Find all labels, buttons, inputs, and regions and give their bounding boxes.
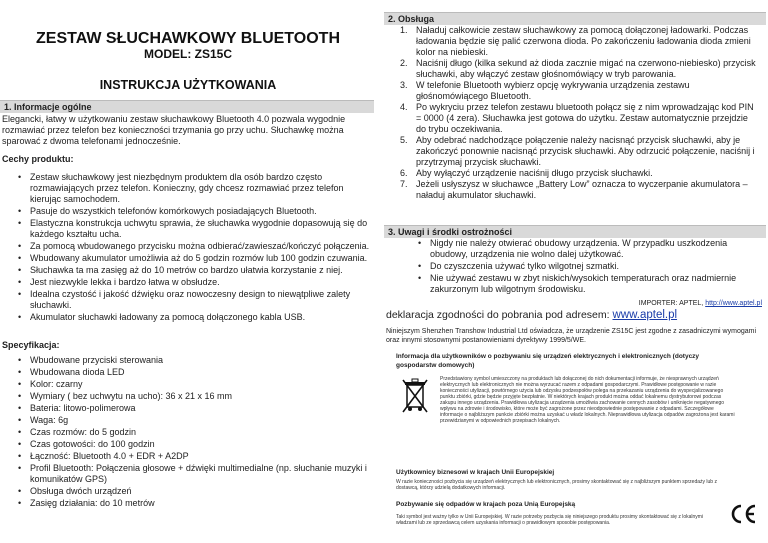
operation-list: [384, 25, 766, 201]
step-number: 1.: [400, 25, 408, 35]
spec-item: • Wbudowana dioda LED: [30, 367, 370, 378]
feature-item: • Idealna czystość i jakość dźwięku oraz nowoczesny design to niewątpliwe zalety słuchawki.: [30, 289, 370, 311]
spec-list: [0, 355, 370, 510]
step-text: Naładuj całkowicie zestaw słuchawkowy za pomocą dołączonej ładowarki. Podczas ładowania będzie się palić czerwona dioda. Po zakończeniu ładowania dioda zmieni kolor na niebieski.: [416, 25, 751, 57]
model-label: MODEL: ZS15C: [143, 47, 232, 61]
step-number: 2.: [400, 58, 408, 68]
feature-item: • Jest niezwykle lekka i bardzo łatwa w obsłudze.: [30, 277, 370, 288]
operation-heading: 2. Obsługa: [384, 12, 766, 25]
feature-item: • Wbudowany akumulator umożliwia aż do 5 godzin rozmów lub 100 godzin czuwania.: [30, 253, 370, 264]
operation-step: [400, 135, 756, 168]
weee-heading: Informacja dla użytkowników o pozbywaniu się urządzeń elektrycznych i elektronicznych (dotyczy gospodarstw domowych): [396, 353, 700, 369]
spec-item: • Kolor: czarny: [30, 379, 370, 390]
step-text: Jeżeli usłyszysz w słuchawce „Battery Low” oznacza to wyczerpanie akumulatora – naładuj akumulator słuchawki.: [416, 179, 748, 200]
spec-item: • Obsługa dwóch urządzeń: [30, 486, 370, 497]
importer-link[interactable]: http://www.aptel.pl: [705, 300, 762, 307]
step-text: Naciśnij długo (kilka sekund aż dioda zacznie migać na czerwono-niebiesko) przycisk słuchawki, aby włączyć zestaw głośnomówiący w tryb parowania.: [416, 58, 756, 79]
operation-step: [400, 25, 756, 58]
feature-item: • Zestaw słuchawkowy jest niezbędnym produktem dla osób bardzo często rozmawiających przez telefon. Konieczny, gdy chcesz rozmawiać przez telefon kierując samochodem.: [30, 172, 370, 205]
weee-section: [396, 352, 736, 424]
spec-item: • Bateria: litowo-polimerowa: [30, 403, 370, 414]
step-number: 3.: [400, 80, 408, 90]
spec-item: • Waga: 6g: [30, 415, 370, 426]
step-text: Po wykryciu przez telefon zestawu bluetooth połącz się z nim wprowadzając kod PIN = 0000 (4 zera). Słuchawka jest gotowa do użytku. Zestaw automatycznie przejdzie do trybu oczekiwania.: [416, 102, 754, 134]
importer-label: IMPORTER: APTEL,: [638, 300, 704, 307]
declaration-line: [386, 309, 677, 321]
feature-item: • Pasuje do wszystkich telefonów komórkowych posiadających Bluetooth.: [30, 206, 370, 217]
operation-step: [400, 80, 756, 102]
general-heading: 1. Informacje ogólne: [0, 100, 374, 113]
features-list: [0, 172, 370, 324]
step-text: Aby odebrać nadchodzące połączenie należy nacisnąć przycisk słuchawki, aby je zakończyć ponownie nacisnąć przycisk słuchawki. Aby odrzucić połączenie, naciśnij i przytrzymaj przycisk słuchawki.: [416, 135, 755, 167]
spec-item: • Czas gotowości: do 100 godzin: [30, 439, 370, 450]
general-section: [0, 100, 374, 147]
operation-step: [400, 102, 756, 135]
spec-heading: Specyfikacja:: [2, 340, 60, 350]
weee-bin-icon: [400, 376, 430, 416]
care-item: • Do czyszczenia używać tylko wilgotnej szmatki.: [430, 261, 756, 272]
eu-heading: Użytkownicy biznesowi w krajach Unii Europejskiej: [396, 469, 555, 476]
step-text: W telefonie Bluetooth wybierz opcję wykrywania urządzenia zestawu głośnomówiącego Bluetooth.: [416, 80, 690, 101]
features-heading: Cechy produktu:: [2, 154, 74, 164]
step-number: 5.: [400, 135, 408, 145]
care-item: • Nigdy nie należy otwierać obudowy urządzenia. W przypadku uszkodzenia obudowy, urządzenia nie wolno dalej użytkować.: [430, 238, 756, 260]
document-title: ZESTAW SŁUCHAWKOWY BLUETOOTH: [36, 30, 340, 47]
weee-text: Przedstawiony symbol umieszczony na produktach lub dołączonej do nich dokumentacji informuje, że niesprawnych urządzeń elektrycznych lub elektronicznych nie można wyrzucać razem z odpadami gospodarczymi. Prawidłowe postępowanie w razie konieczności utylizacji, powtórnego użycia lub odzysku podzespołów polega na przekazaniu urządzenia do wyspecjalizowanego punktu zbiórki, gdzie będzie przyjęte bezpłatnie. W niektórych krajach produkt można oddać lokalnemu dystrybutorowi podczas zakupu innego urządzenia. Prawidłowa utylizacja urządzenia umożliwia zachowanie cennych zasobów i uniknięcie negatywnego wpływu na zdrowie i środowisko, które może być zagrożone przez nieodpowiednie postępowanie z odpadami. Szczegółowe informacje o najbliższym punkcie zbiórki można uzyskać u władz lokalnych. Nieprawidłowa utylizacja odpadów zagrożona jest karami przewidzianymi w odpowiednich przepisach lokalnych.: [440, 376, 735, 424]
spec-item: • Czas rozmów: do 5 godzin: [30, 427, 370, 438]
step-text: Aby wyłączyć urządzenie naciśnij długo przycisk słuchawki.: [416, 168, 653, 178]
importer-line: [639, 300, 762, 307]
declaration-link[interactable]: www.aptel.pl: [612, 309, 678, 321]
general-text: Elegancki, łatwy w użytkowaniu zestaw słuchawkowy Bluetooth 4.0 pozwala wygodnie rozmawiać przez telefon bez konieczności trzymania go przy uchu. Słuchawkę można sparować z dwoma telefonami jednocześnie.: [2, 114, 346, 146]
operation-section: [384, 12, 766, 201]
step-number: 4.: [400, 102, 408, 112]
outside-heading: Pozbywanie się odpadów w krajach poza Unią Europejską: [396, 501, 576, 508]
care-item: • Nie używać zestawu w zbyt niskich/wysokich temperaturach oraz nadmiernie zakurzonym lub wilgotnym środowisku.: [430, 273, 756, 295]
instructions-title: INSTRUKCJA UŻYTKOWANIA: [99, 78, 277, 92]
conformity-text: Niniejszym Shenzhen Transhow Industrial Ltd oświadcza, że urządzenie ZS15C jest zgodne z zasadniczymi wymogami oraz innymi stosownymi postanowieniami dyrektywy 1999/5/WE.: [386, 328, 757, 344]
step-number: 7.: [400, 179, 408, 189]
ce-mark-icon: [729, 503, 757, 525]
spec-item: • Wymiary ( bez uchwytu na ucho): 36 x 21 x 16 mm: [30, 391, 370, 402]
care-heading: 3. Uwagi i środki ostrożności: [384, 225, 766, 238]
spec-item: • Wbudowane przyciski sterowania: [30, 355, 370, 366]
feature-item: • Elastyczna konstrukcja uchwytu sprawia, że słuchawka wygodnie dopasowują się do każdego kształtu ucha.: [30, 218, 370, 240]
spec-item: • Zasięg działania: do 10 metrów: [30, 498, 370, 509]
spec-item: • Profil Bluetooth: Połączenia głosowe + dźwięki multimedialne (np. słuchanie muzyki i komunikatów GPS): [30, 463, 370, 485]
declaration-label: deklaracja zgodności do pobrania pod adresem:: [386, 309, 610, 321]
operation-step: [400, 179, 756, 201]
operation-step: [400, 58, 756, 80]
feature-item: • Za pomocą wbudowanego przycisku można odbierać/zawieszać/kończyć połączenia.: [30, 241, 370, 252]
outside-text: Taki symbol jest ważny tylko w Unii Europejskiej. W razie potrzeby pozbycia się niniejszego produktu prosimy skontaktować się z lokalnymi władzami lub ze sprzedawcą celem uzyskania informacji o prawidłowym sposobie postępowania.: [396, 514, 704, 526]
eu-text: W razie konieczności pozbycia się urządzeń elektrycznych lub elektronicznych, prosimy skontaktować się z najbliższym punktem sprzedaży lub z dostawcą, którzy udzielą dodatkowych informacji.: [396, 479, 717, 491]
feature-item: • Akumulator słuchawki ładowany za pomocą dołączonego kabla USB.: [30, 312, 370, 323]
step-number: 6.: [400, 168, 408, 178]
feature-item: • Słuchawka ta ma zasięg aż do 10 metrów co bardzo ułatwia korzystanie z niej.: [30, 265, 370, 276]
spec-item: • Łączność: Bluetooth 4.0 + EDR + A2DP: [30, 451, 370, 462]
care-list: [384, 238, 766, 295]
operation-step: [400, 168, 756, 179]
care-section: [384, 225, 766, 296]
